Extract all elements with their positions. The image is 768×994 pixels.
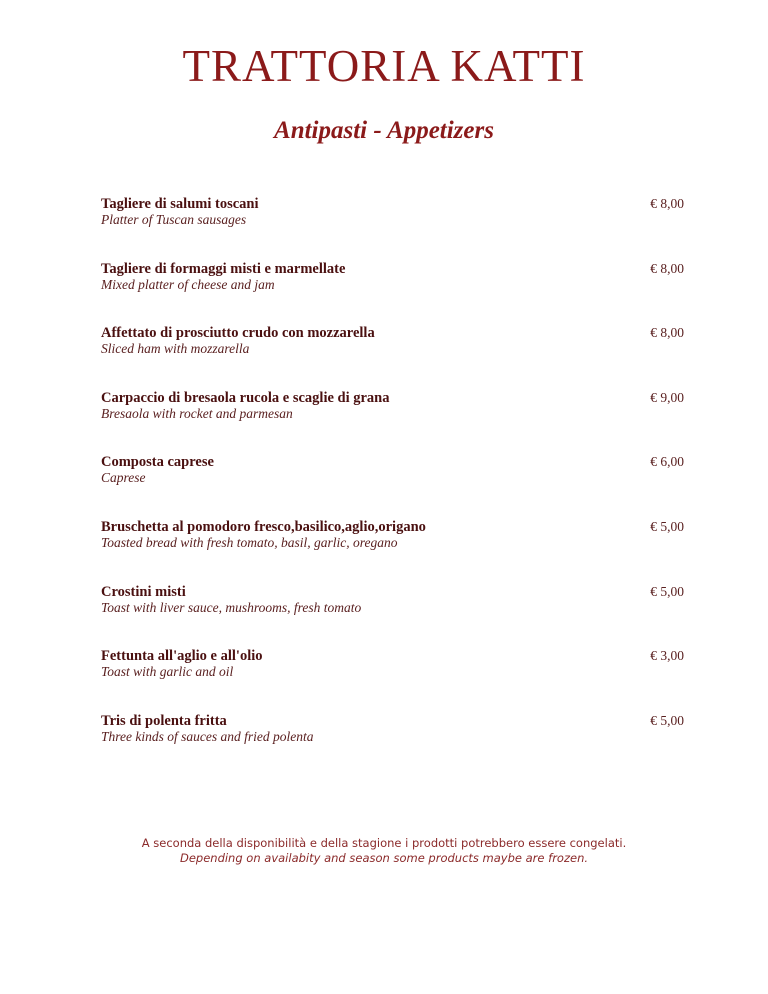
item-price: € 8,00 [650,325,684,341]
note-italian: A seconda della disponibilità e della stagione i prodotti potrebbero essere congelati. [141,836,627,850]
item-description: Three kinds of sauces and fried polenta [101,728,314,744]
item-name: Affettato di prosciutto crudo con mozzarella [101,325,375,342]
menu-item [101,325,684,390]
item-name: Carpaccio di bresaola rucola e scaglie di grana [101,389,390,406]
menu-item [101,648,684,713]
item-price: € 6,00 [650,454,684,470]
menu-list [101,196,684,777]
item-description: Toast with garlic and oil [101,664,234,680]
menu-item [101,196,684,261]
menu-item [101,713,684,778]
item-name: Bruschetta al pomodoro fresco,basilico,aglio,origano [101,518,426,535]
note-english: Depending on availabity and season some products maybe are frozen. [179,851,589,865]
item-description: Mixed platter of cheese and jam [101,276,275,292]
item-price: € 3,00 [650,648,684,664]
item-price: € 5,00 [650,712,684,728]
item-price: € 5,00 [650,583,684,599]
item-description: Toast with liver sauce, mushrooms, fresh tomato [101,599,362,615]
item-name: Tagliere di formaggi misti e marmellate [101,260,346,277]
menu-item [101,584,684,649]
item-name: Fettunta all'aglio e all'olio [101,648,263,665]
menu-item [101,390,684,455]
item-name: Tris di polenta fritta [101,712,227,729]
item-description: Caprese [101,470,146,486]
section-title: Antipasti - Appetizers [274,117,494,144]
menu-item [101,519,684,584]
item-price: € 5,00 [650,518,684,534]
item-description: Bresaola with rocket and parmesan [101,405,293,421]
item-price: € 8,00 [650,260,684,276]
item-price: € 9,00 [650,389,684,405]
availability-note [0,836,768,866]
item-description: Sliced ham with mozzarella [101,341,250,357]
restaurant-title: TRATTORIA KATTI [182,41,586,91]
item-description: Platter of Tuscan sausages [101,212,247,227]
menu-item [101,454,684,519]
item-name: Crostini misti [101,583,186,600]
item-description: Toasted bread with fresh tomato, basil, garlic, oregano [101,534,398,550]
menu-item [101,261,684,326]
item-price: € 8,00 [650,196,684,211]
item-name: Composta caprese [101,454,214,471]
item-name: Tagliere di salumi toscani [101,196,259,212]
